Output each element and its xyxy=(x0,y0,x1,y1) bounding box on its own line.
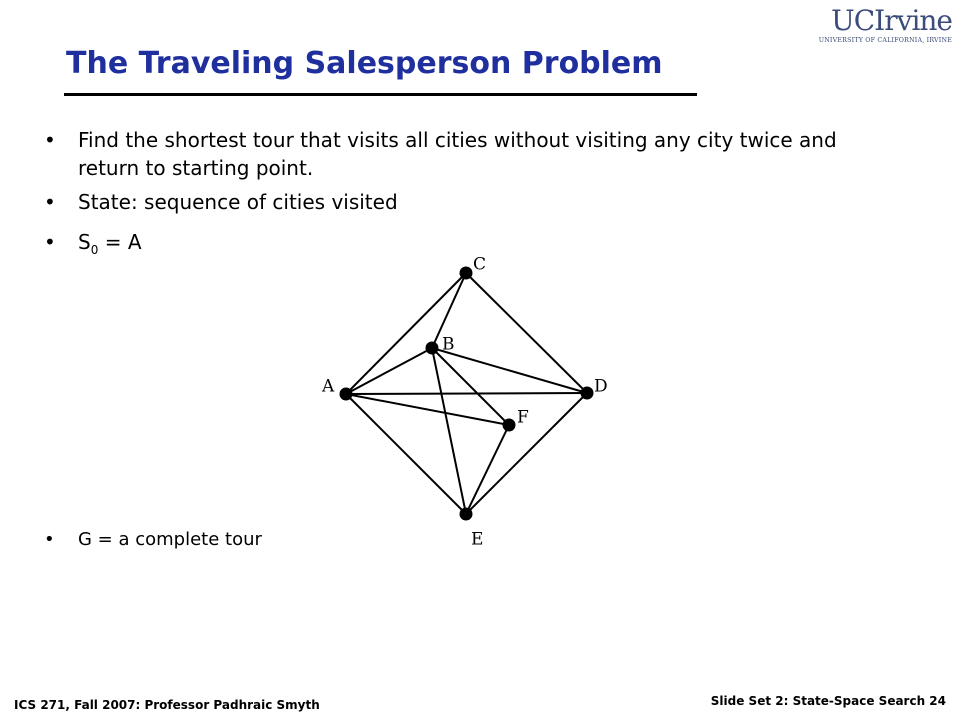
node-a xyxy=(340,388,353,401)
bullet-text: G = a complete tour xyxy=(78,529,262,550)
state-subscript: 0 xyxy=(90,243,99,257)
edge-a-c xyxy=(346,273,466,394)
edge-b-e xyxy=(432,348,466,514)
logo-wordmark: UCIrvine xyxy=(831,4,952,37)
bullet-text: State: sequence of cities visited xyxy=(78,190,398,214)
node-label-d: D xyxy=(594,376,608,397)
footer-slide-number: Slide Set 2: State-Space Search 24 xyxy=(710,694,946,708)
node-label-c: C xyxy=(473,254,487,275)
bullet-text: Find the shortest tour that visits all cities without visiting any city twice and return to starting point. xyxy=(78,128,837,180)
state-value: = A xyxy=(98,230,142,254)
bullet-dot: • xyxy=(44,529,55,550)
state-symbol: S xyxy=(78,230,91,254)
edge-a-d xyxy=(346,393,587,394)
bullet-dot: • xyxy=(44,128,56,152)
node-e xyxy=(460,508,473,521)
bullet-dot: • xyxy=(44,190,56,214)
node-label-f: F xyxy=(517,407,529,428)
slide-title: The Traveling Salesperson Problem xyxy=(66,46,663,81)
edge-a-b xyxy=(346,348,432,394)
node-label-b: B xyxy=(442,334,455,355)
node-f xyxy=(503,419,516,432)
node-label-a: A xyxy=(322,376,335,397)
edge-a-e xyxy=(346,394,466,514)
graph-edges xyxy=(346,273,587,514)
edge-f-e xyxy=(466,425,509,514)
edge-a-f xyxy=(346,394,509,425)
node-label-e: E xyxy=(471,529,484,550)
node-b xyxy=(426,342,439,355)
node-d xyxy=(581,387,594,400)
logo-subtitle: UNIVERSITY OF CALIFORNIA, IRVINE xyxy=(818,37,952,44)
node-c xyxy=(460,267,473,280)
bullet-dot: • xyxy=(44,230,56,254)
footer-course: ICS 271, Fall 2007: Professor Padhraic Smyth xyxy=(14,698,320,712)
